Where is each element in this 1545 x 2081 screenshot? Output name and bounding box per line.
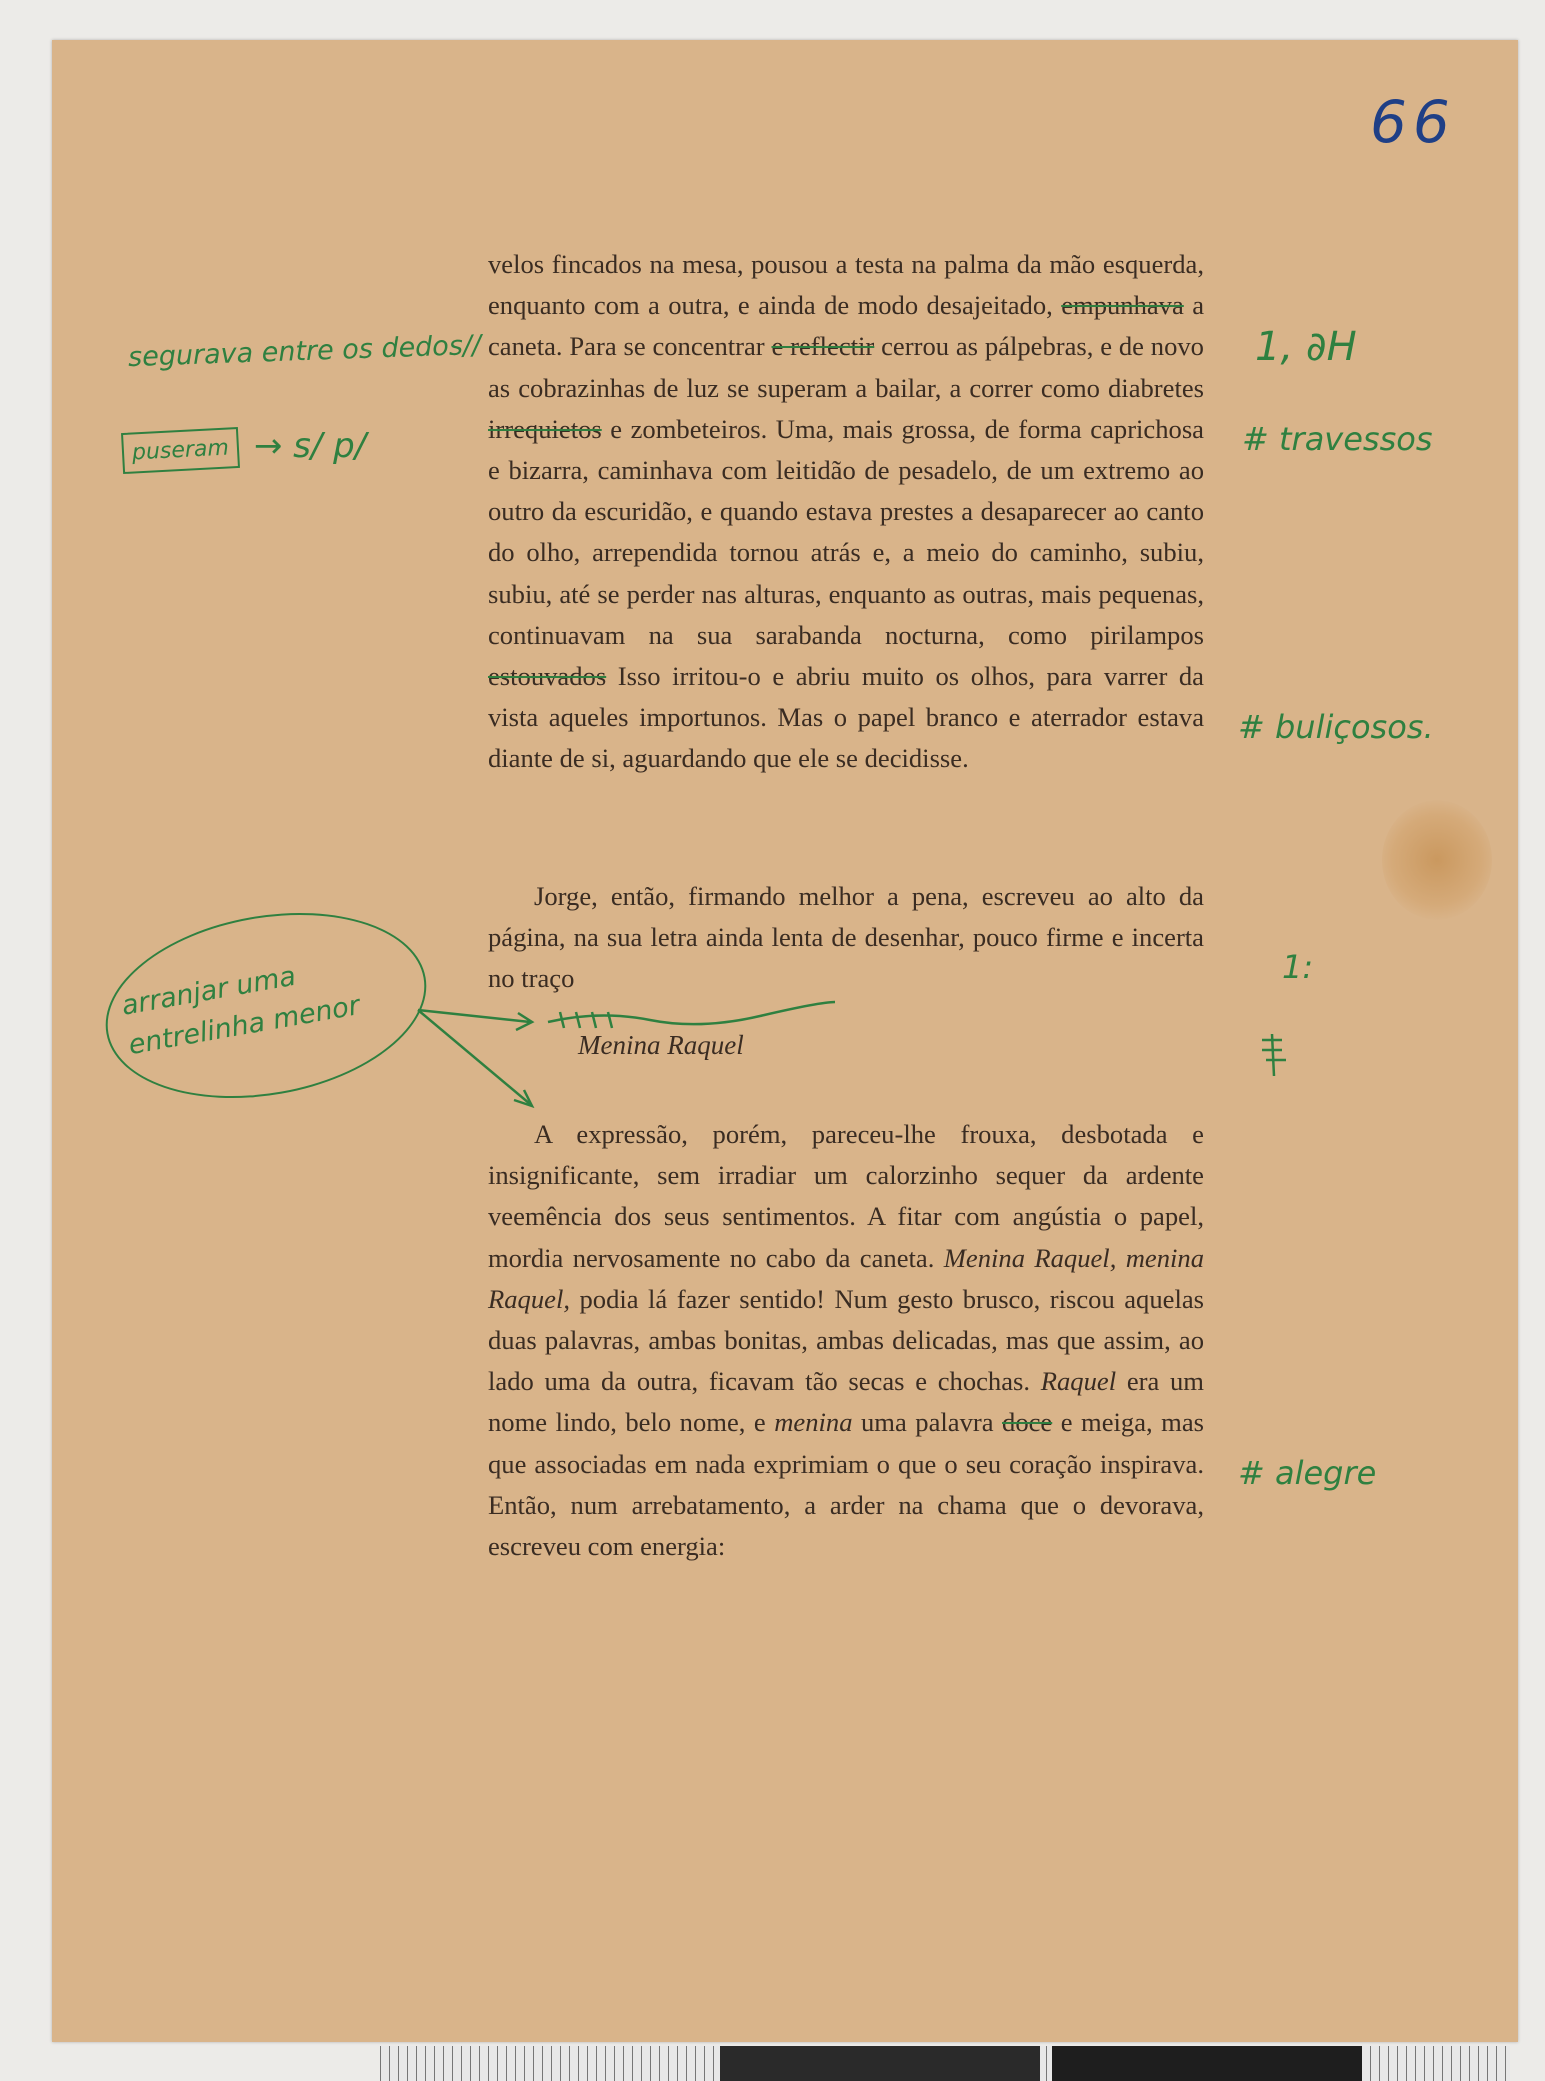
arrow-line-2 [418,1010,530,1104]
paragraph-2: Jorge, então, firmando melhor a pena, escreveu ao alto da página, na sua letra ainda lenta de desenhar, pouco firme e incerta no traço [488,881,1204,994]
margin-mark [1262,1034,1286,1076]
struck-word-4: estouvados [488,661,607,692]
struck-word-5: doce [1002,1407,1053,1438]
page-number: 66 [1370,88,1456,156]
scale-ruler [380,2046,1510,2081]
paragraph-3: A expressão, porém, pareceu-lhe frouxa, desbotada e insignificante, sem irradiar um calorzinho sequer da ardente veemência dos seus sentimentos. A fitar com angústia o papel, mordia nervosamente no cabo da caneta. Menina Raquel, menina Raquel, podia lá fazer sentido! Num gesto brusco, riscou aquelas duas palavras, ambas bonitas, ambas delicadas, mas que assim, ao lado uma da outra, ficavam tão secas e chochas. Raquel era um nome lindo, belo nome, e menina uma palavra doce e meiga, mas que associadas em nada exprimiam o que o seu coração inspirava. Então, num arrebatamento, a arder na chama que o devorava, escreveu com energia: [488,1119,1205,1562]
struck-word-1: empunhava [1061,290,1184,321]
annotation-left-2-boxed: puseram [121,427,240,474]
annotation-right-5: # alegre [1238,1454,1377,1492]
annotation-right-4: 1: [1282,948,1314,986]
annotation-left-3: arranjar uma entrelinha menor [91,889,441,1122]
annotation-left-1: segurava entre os dedos// [127,329,482,374]
struck-word-2: e reflectir [771,331,875,362]
arrow-line-1 [418,1010,530,1022]
struck-word-3: irrequietos [488,413,602,444]
annotation-right-2: # travessos [1242,420,1433,458]
ruler-bar-dark-1 [720,2046,1040,2081]
inserted-heading: Menina Raquel [578,1030,744,1060]
paragraph-1: velos fincados na mesa, pousou a testa na palma da mão esquerda, enquanto com a outra, e ainda de modo desajeitado, empunhava a caneta. Para se concentrar e reflectir cerrou as pálpebras, e de novo as cobrazinhas de luz se superam a bailar, a correr como diabretes irrequietos e zombeteiros. Uma, mais grossa, de forma caprichosa e bizarra, caminhava com leitidão de pesadelo, de um extremo ao outro da escuridão, e quando estava prestes a desaparecer ao canto do olho, arrependida tornou atrás e, a meio do caminho, subiu, subiu, até se perder nas alturas, enquanto as outras, mais pequenas, continuavam na sua sarabanda nocturna, como pirilampos estouvados Isso irritou-o e abriu muito os olhos, para varrer da vista aqueles importunos. Mas o papel branco e aterrador estava diante de si, aguardando que ele se decidisse. [488,249,1204,774]
annotation-left-2-marks: → s/ p/ [253,426,367,466]
annotation-right-1: 1, ∂H [1255,324,1357,370]
annotation-right-3: # buliçosos. [1238,708,1434,746]
ruler-bar-dark-2 [1052,2046,1362,2081]
